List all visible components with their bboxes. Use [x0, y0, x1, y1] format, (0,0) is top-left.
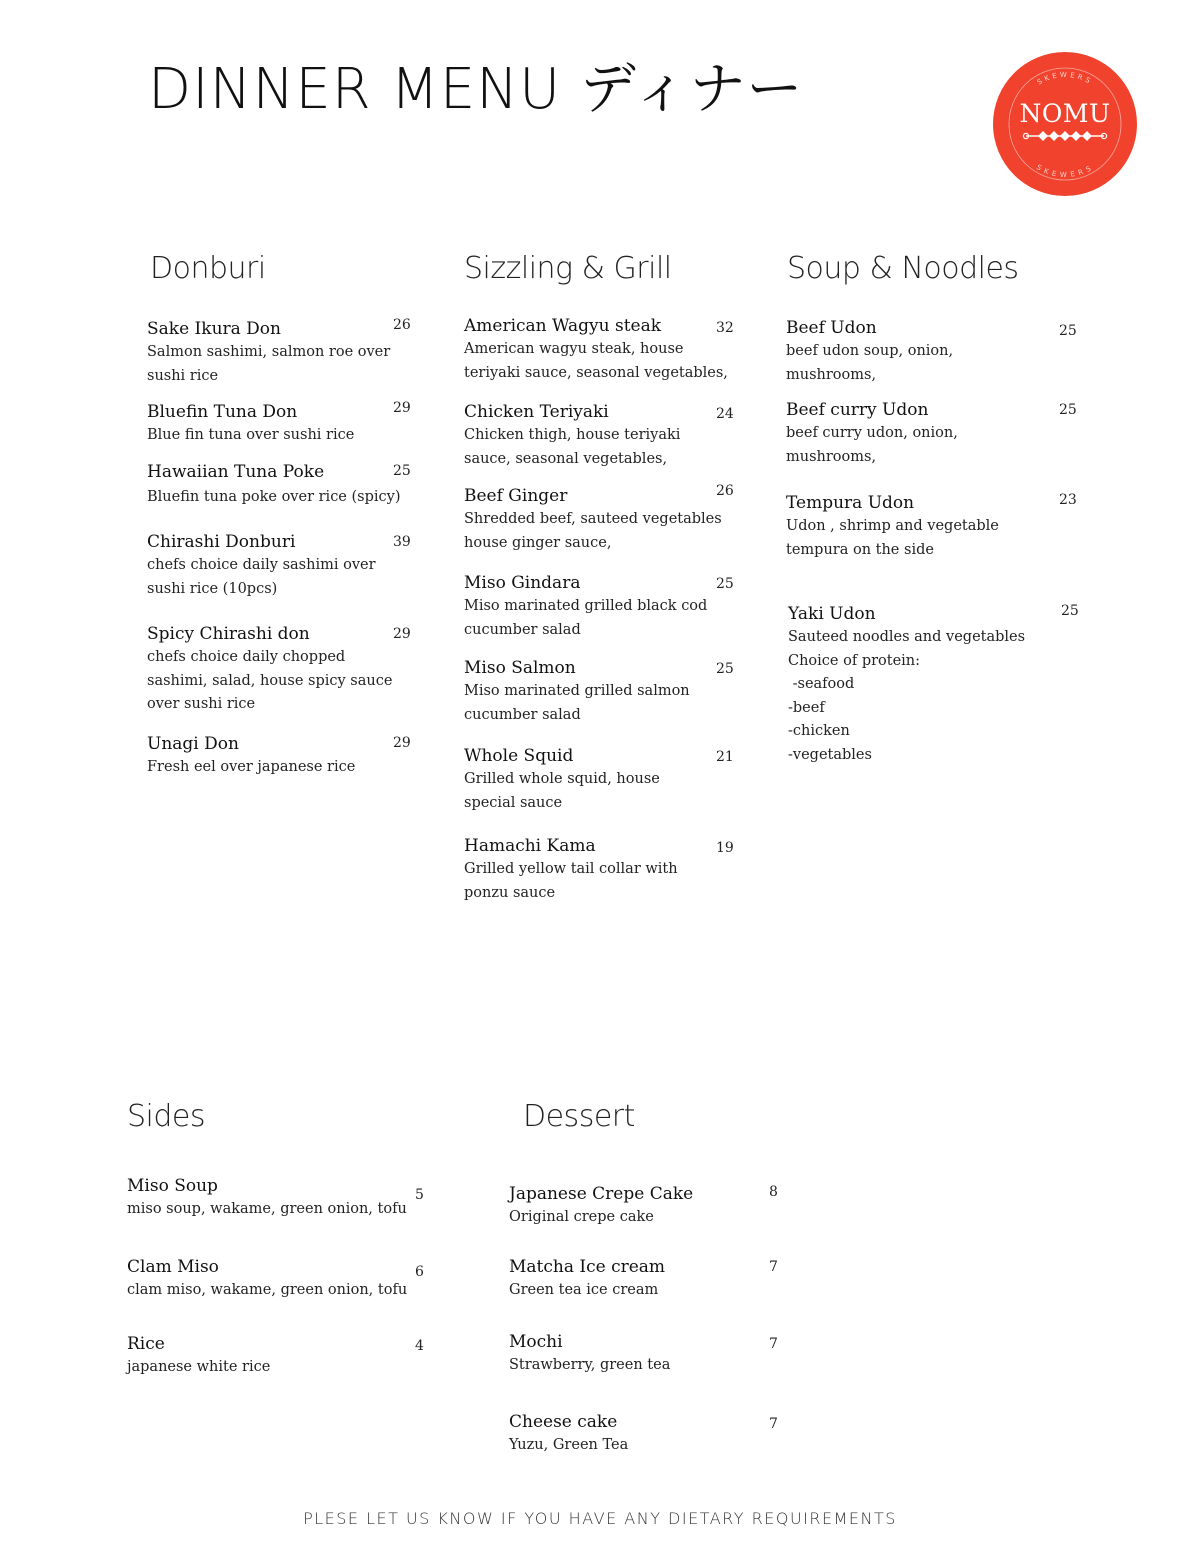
- item-price: 32: [716, 320, 734, 336]
- item-desc: Yuzu, Green Tea: [509, 1437, 629, 1453]
- dietary-note: PLESE LET US KNOW IF YOU HAVE ANY DIETARY REQUIREMENTS: [303, 1509, 897, 1528]
- item-desc: -vegetables: [788, 746, 872, 763]
- item-desc: Green tea ice cream: [509, 1282, 659, 1298]
- menu-item: [464, 484, 722, 555]
- section-title-soup-noodles: Soup & Noodles: [787, 251, 1019, 286]
- item-desc: chefs choice daily sashimi over: [147, 557, 376, 573]
- item-desc: Sauteed noodles and vegetables: [788, 629, 1026, 645]
- section-title-donburi: Donburi: [150, 251, 266, 286]
- item-price: 8: [769, 1184, 778, 1200]
- menu-item: [147, 530, 376, 601]
- item-price: 7: [769, 1259, 778, 1275]
- item-price: 29: [393, 400, 411, 416]
- menu-item: [464, 571, 707, 642]
- item-desc: ponzu sauce: [464, 884, 556, 901]
- item-desc: sashimi, salad, house spicy sauce: [147, 672, 393, 689]
- menu-item: [464, 656, 690, 727]
- item-desc: special sauce: [464, 794, 563, 811]
- item-price: 26: [393, 317, 411, 333]
- item-name: Beef Ginger: [464, 486, 568, 506]
- menu-item: [464, 314, 728, 385]
- item-desc: Udon , shrimp and vegetable: [786, 518, 999, 534]
- item-price: 21: [716, 749, 734, 765]
- menu-item: [509, 1410, 628, 1458]
- item-price: 26: [716, 483, 734, 499]
- item-desc: Grilled whole squid, house: [464, 771, 660, 787]
- item-price: 25: [716, 576, 734, 592]
- section-title-sizzling-grill: Sizzling & Grill: [464, 251, 672, 286]
- menu-item: [786, 398, 958, 469]
- item-desc: -seafood: [788, 676, 855, 692]
- item-name: Bluefin Tuna Don: [147, 402, 298, 422]
- menu-item: [464, 834, 678, 905]
- item-price: 25: [393, 463, 411, 479]
- item-name: Mochi: [509, 1332, 563, 1352]
- item-price: 7: [769, 1416, 778, 1432]
- item-desc: Bluefin tuna poke over rice (spicy): [147, 489, 401, 505]
- item-desc: cucumber salad: [464, 621, 581, 638]
- item-name: Chicken Teriyaki: [464, 402, 609, 422]
- menu-item: [509, 1330, 670, 1378]
- item-price: 29: [393, 735, 411, 751]
- item-desc: beef curry udon, onion,: [786, 425, 958, 441]
- item-name: Sake Ikura Don: [147, 319, 281, 339]
- item-name: Yaki Udon: [788, 604, 876, 624]
- menu-item: [147, 732, 355, 780]
- item-desc: Salmon sashimi, salmon roe over: [147, 344, 391, 360]
- item-desc: -beef: [788, 699, 825, 716]
- menu-item: [127, 1332, 270, 1380]
- item-price: 25: [1059, 323, 1077, 339]
- item-name: Clam Miso: [127, 1257, 219, 1277]
- item-name: American Wagyu steak: [464, 316, 662, 336]
- item-desc: Blue fin tuna over sushi rice: [147, 427, 355, 443]
- item-desc: Grilled yellow tail collar with: [464, 861, 678, 877]
- item-desc: sushi rice: [147, 367, 219, 384]
- item-desc: -chicken: [788, 723, 850, 739]
- item-name: Cheese cake: [509, 1412, 618, 1432]
- menu-item: [786, 491, 999, 562]
- item-name: Tempura Udon: [786, 493, 915, 513]
- menu-item: [147, 460, 401, 510]
- item-price: 7: [769, 1336, 778, 1352]
- item-desc: Strawberry, green tea: [509, 1357, 671, 1373]
- item-price: 29: [393, 626, 411, 642]
- item-desc: over sushi rice: [147, 696, 256, 712]
- item-desc: American wagyu steak, house: [464, 341, 684, 357]
- item-desc: Choice of protein:: [788, 652, 921, 669]
- item-price: 24: [716, 406, 734, 422]
- item-desc: beef udon soup, onion,: [786, 343, 954, 359]
- item-name: Beef curry Udon: [786, 400, 929, 420]
- menu-item: [788, 602, 1025, 767]
- menu-item: [464, 744, 660, 815]
- menu-item: [786, 316, 953, 387]
- menu-item: [147, 400, 354, 448]
- menu-item: [127, 1255, 407, 1303]
- nomu-logo: [992, 51, 1138, 197]
- item-name: Miso Gindara: [464, 573, 581, 593]
- item-name: Hawaiian Tuna Poke: [147, 462, 325, 482]
- item-price: 25: [1061, 603, 1079, 619]
- item-desc: cucumber salad: [464, 706, 581, 723]
- logo-wordmark: NOMU: [1019, 99, 1111, 128]
- item-price: 4: [415, 1338, 424, 1354]
- menu-item: [147, 622, 392, 717]
- section-title-dessert: Dessert: [523, 1099, 635, 1134]
- item-price: 23: [1059, 492, 1077, 508]
- menu-item: [509, 1182, 693, 1230]
- item-desc: mushrooms,: [786, 448, 877, 465]
- item-name: Miso Salmon: [464, 658, 576, 678]
- item-desc: tempura on the side: [786, 541, 934, 558]
- menu-item: [509, 1255, 665, 1303]
- item-desc: japanese white rice: [127, 1359, 271, 1375]
- item-name: Unagi Don: [147, 734, 239, 754]
- item-name: Spicy Chirashi don: [147, 624, 310, 644]
- item-price: 19: [716, 840, 734, 856]
- item-desc: sushi rice (10pcs): [147, 580, 278, 597]
- logo-ring-text-bottom: SKEWERS: [1035, 163, 1095, 180]
- item-desc: teriyaki sauce, seasonal vegetables,: [464, 364, 728, 381]
- item-desc: Shredded beef, sauteed vegetables: [464, 511, 722, 527]
- menu-item: [464, 400, 680, 471]
- menu-item: [147, 317, 390, 388]
- item-desc: miso soup, wakame, green onion, tofu: [127, 1201, 407, 1217]
- item-name: Chirashi Donburi: [147, 532, 296, 552]
- item-desc: mushrooms,: [786, 366, 877, 383]
- item-desc: sauce, seasonal vegetables,: [464, 450, 668, 467]
- item-desc: house ginger sauce,: [464, 534, 612, 551]
- item-name: Matcha Ice cream: [509, 1257, 666, 1277]
- item-desc: Chicken thigh, house teriyaki: [464, 427, 681, 443]
- page-title: DINNER MENU ディナー: [148, 57, 804, 122]
- item-price: 25: [716, 661, 734, 677]
- menu-item: [127, 1174, 407, 1222]
- item-desc: Miso marinated grilled black cod: [464, 598, 708, 614]
- item-name: Whole Squid: [464, 746, 574, 766]
- item-name: Beef Udon: [786, 318, 877, 338]
- item-desc: chefs choice daily chopped: [147, 649, 346, 665]
- logo-ring-text-top: SKEWERS: [1035, 70, 1095, 87]
- item-price: 39: [393, 534, 411, 550]
- section-title-sides: Sides: [127, 1099, 206, 1134]
- item-desc: clam miso, wakame, green onion, tofu: [127, 1282, 408, 1298]
- item-price: 5: [415, 1187, 424, 1203]
- item-desc: Original crepe cake: [509, 1209, 654, 1225]
- item-name: Hamachi Kama: [464, 836, 596, 856]
- item-price: 25: [1059, 402, 1077, 418]
- item-price: 6: [415, 1264, 424, 1280]
- item-name: Rice: [127, 1334, 165, 1354]
- item-name: Miso Soup: [127, 1176, 218, 1196]
- item-name: Japanese Crepe Cake: [509, 1184, 694, 1204]
- item-desc: Miso marinated grilled salmon: [464, 683, 690, 699]
- item-desc: Fresh eel over japanese rice: [147, 759, 356, 775]
